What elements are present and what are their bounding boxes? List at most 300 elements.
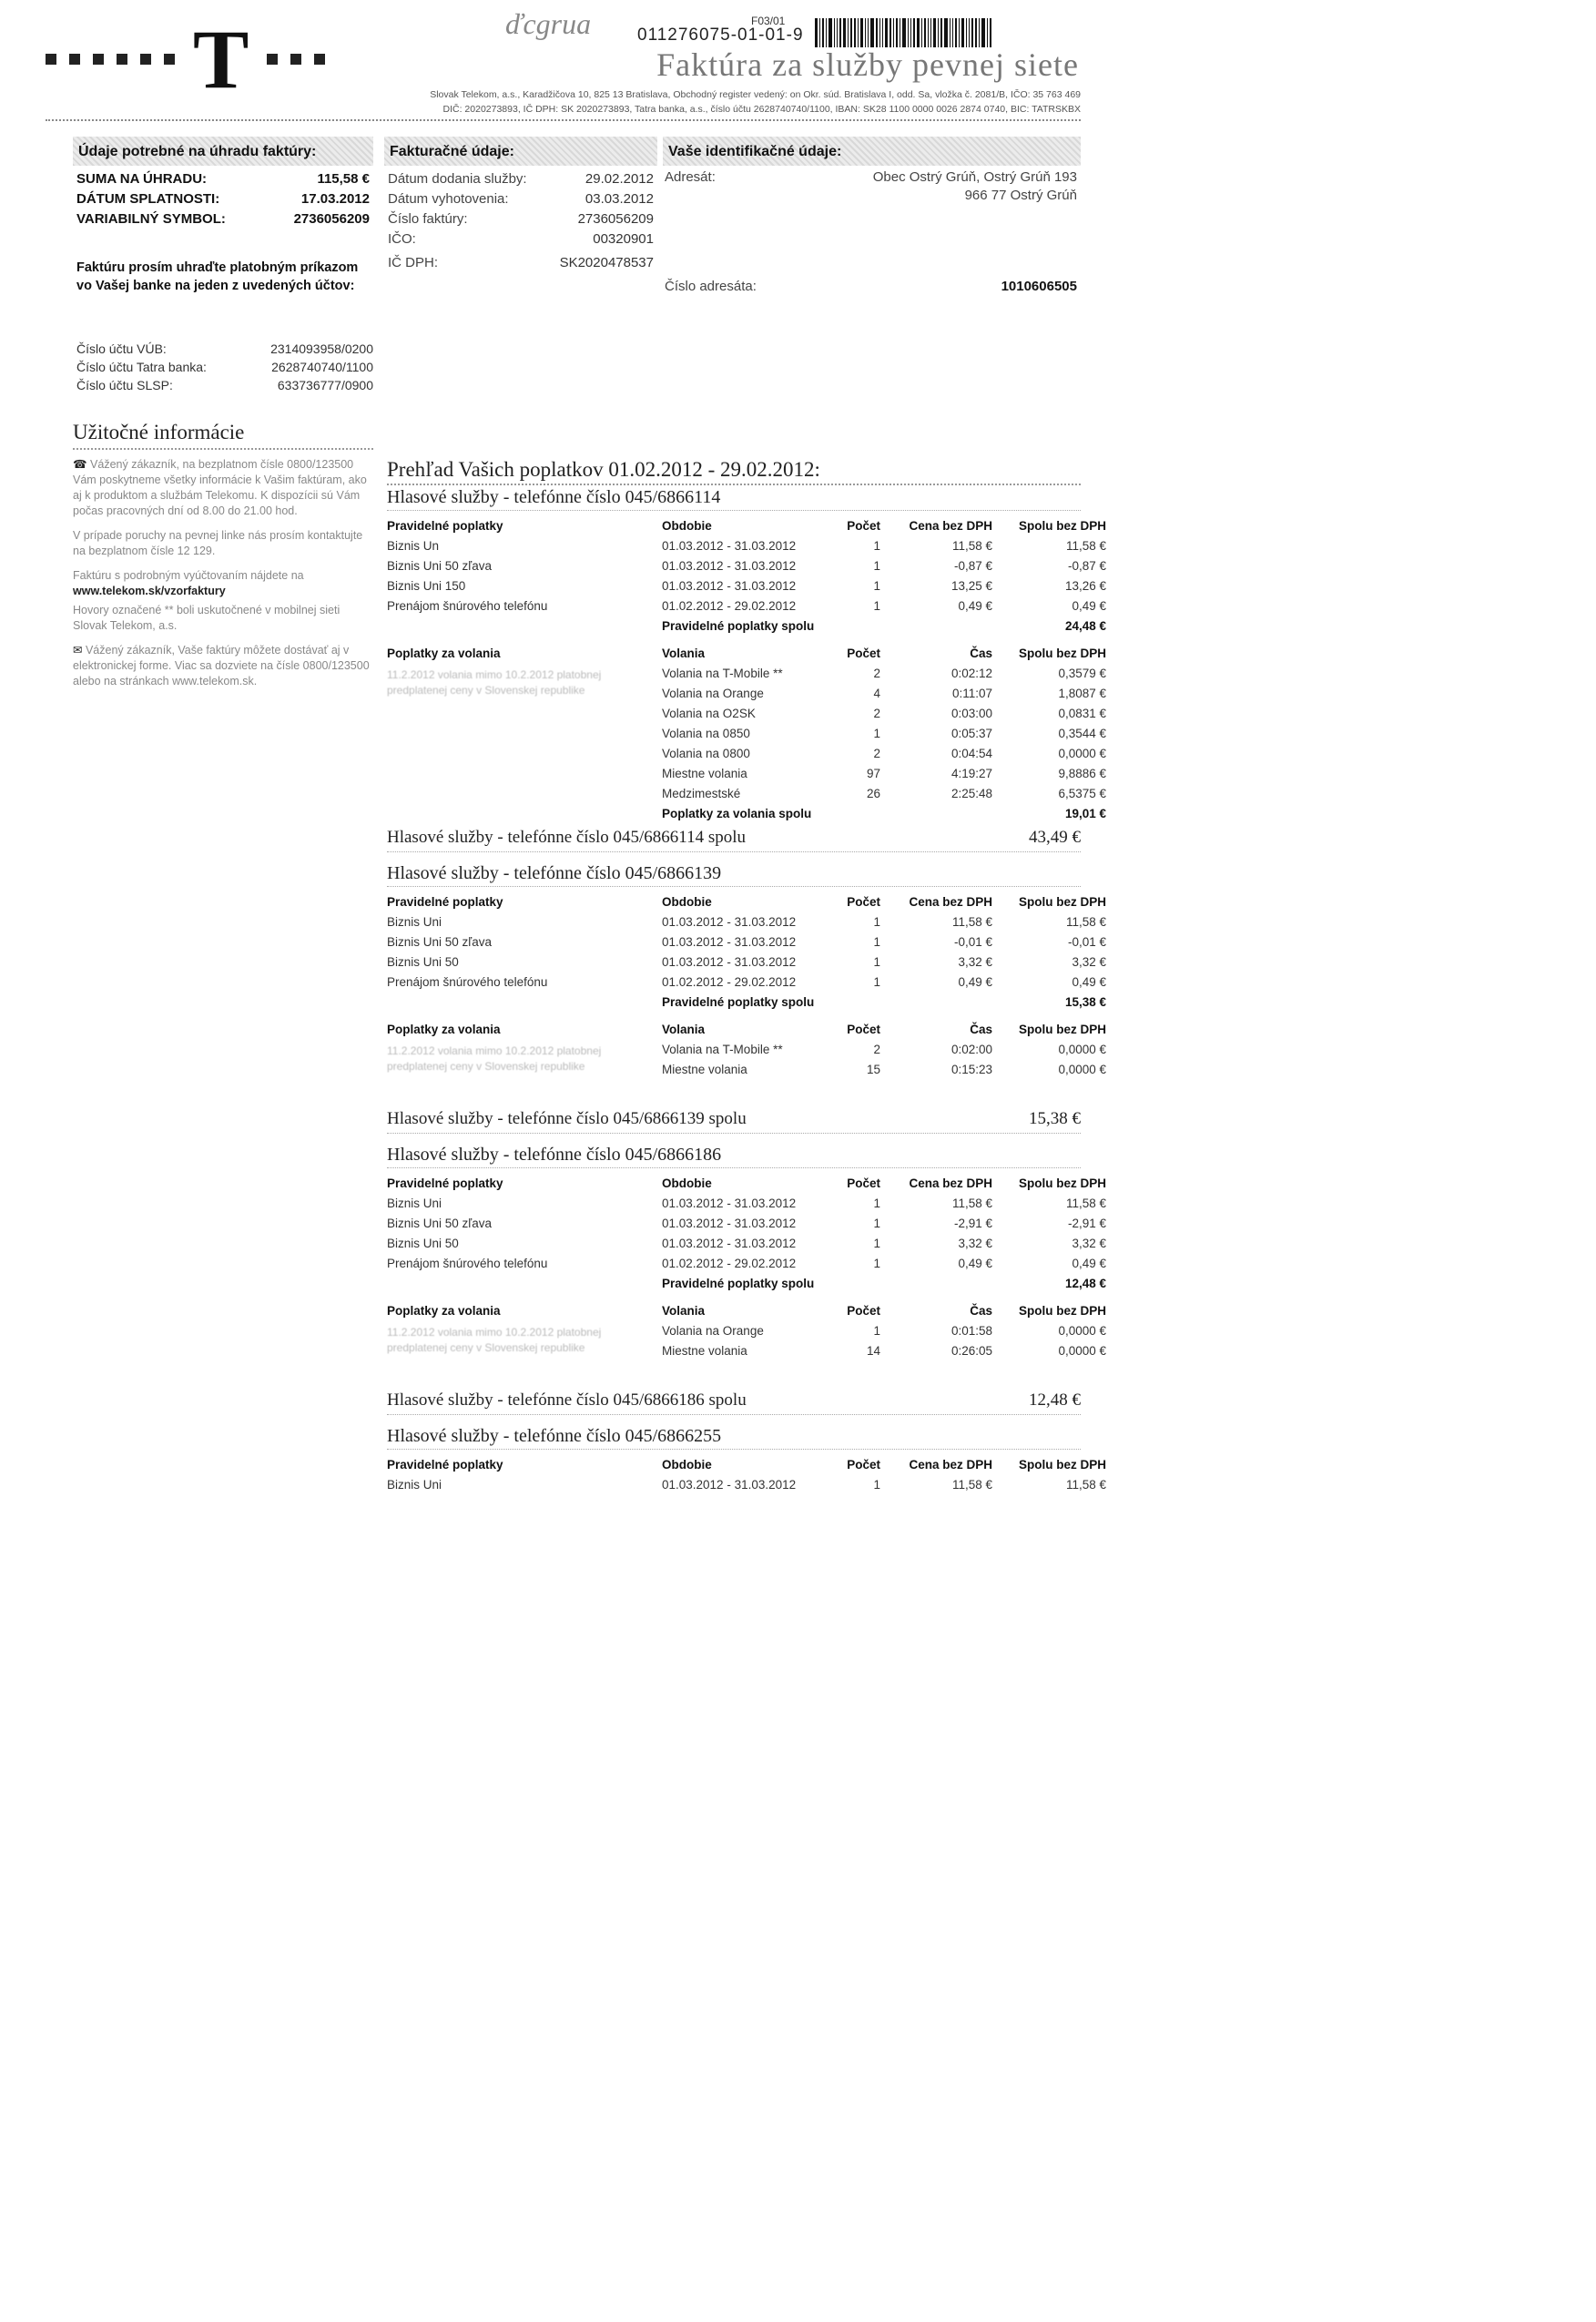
barcode-bar — [913, 18, 915, 47]
cell: 0,0000 € — [1058, 1043, 1106, 1056]
company-info-line: Slovak Telekom, a.s., Karadžičova 10, 825 13 Bratislava, Obchodný register vedený: on Okr. súd. Bratislava I, odd. Sa, vložka č. 2081/B, IČO: 35 763 469 — [430, 89, 1081, 100]
section-total — [387, 1390, 1081, 1415]
cell: 0:15:23 — [950, 1063, 992, 1076]
cell: 1,8087 € — [1058, 687, 1106, 700]
account-label: Číslo účtu SLSP: — [76, 378, 173, 392]
cell: 0,0000 € — [1058, 1344, 1106, 1358]
section-total-value: 15,38 € — [1029, 1109, 1081, 1128]
cell: 01.03.2012 - 31.03.2012 — [662, 1217, 797, 1230]
invoice-row — [388, 169, 654, 189]
cell: 2 — [873, 667, 880, 680]
barcode-bar — [843, 18, 846, 47]
barcode-bar — [893, 18, 894, 47]
cell: Biznis Un — [387, 539, 440, 553]
barcode-bar — [944, 18, 948, 47]
phone-section — [387, 863, 1106, 1134]
table-header — [387, 892, 1106, 912]
col-header: Obdobie — [662, 895, 712, 909]
section-heading: Fakturačné údaje: — [384, 137, 657, 166]
account-label: Číslo účtu VÚB: — [76, 341, 167, 356]
cell: 6,5375 € — [1058, 787, 1106, 800]
cell: 15 — [866, 1063, 880, 1076]
cell: -2,91 € — [953, 1217, 992, 1230]
table-header — [387, 1301, 1106, 1321]
subtotal-row — [387, 616, 1106, 637]
col-header: Čas — [970, 647, 992, 660]
cell: 1 — [873, 539, 880, 553]
account-value: 2628740740/1100 — [271, 360, 373, 374]
barcode-bar — [990, 18, 991, 47]
col-header: Počet — [847, 1458, 880, 1472]
cell: 0:26:05 — [950, 1344, 992, 1358]
table-row — [387, 684, 1106, 704]
col-header: Spolu bez DPH — [1018, 895, 1106, 909]
col-header: Volania — [662, 647, 706, 660]
cell: 1 — [873, 727, 880, 740]
barcode-bar — [928, 18, 929, 47]
cell: Volania na T-Mobile ** — [662, 667, 783, 680]
cell: Volania na Orange — [662, 1324, 764, 1338]
cell: 1 — [873, 1257, 880, 1270]
info-paragraph: V prípade poruchy na pevnej linke nás prosím kontaktujte na bezplatnom čísle 12 129. — [73, 529, 363, 557]
logo-square — [140, 54, 151, 65]
envelope-icon: ✉ — [73, 644, 86, 657]
invoice-value: 03.03.2012 — [585, 191, 654, 207]
barcode-bar — [952, 18, 953, 47]
vs-label: VARIABILNÝ SYMBOL: — [76, 211, 226, 227]
address-line: Obec Ostrý Grúň, Ostrý Grúň 193 — [872, 169, 1077, 185]
subtotal-value: 12,48 € — [1064, 1277, 1106, 1290]
barcode-bar — [839, 18, 841, 47]
info-paragraph — [73, 643, 373, 689]
cell: Miestne volania — [662, 767, 747, 780]
account-row — [76, 340, 373, 358]
cell: 3,32 € — [1072, 1237, 1106, 1250]
invoice-row — [388, 189, 654, 209]
col-header: Počet — [847, 1304, 880, 1318]
cell: 0,49 € — [958, 975, 992, 989]
cell: 2 — [873, 1043, 880, 1056]
cell: Prenájom šnúrového telefónu — [387, 1257, 548, 1270]
cell: 1 — [873, 579, 880, 593]
cell: 2:25:48 — [950, 787, 992, 800]
col-header: Počet — [847, 1176, 880, 1190]
subtotal-label: Pravidelné poplatky spolu — [662, 995, 815, 1009]
cell: 3,32 € — [1072, 955, 1106, 969]
col-header: Spolu bez DPH — [1018, 1458, 1106, 1472]
cell: 0,0000 € — [1058, 747, 1106, 760]
cell: 0,3544 € — [1058, 727, 1106, 740]
identification-block — [663, 137, 1081, 294]
cell: 01.03.2012 - 31.03.2012 — [662, 539, 797, 553]
subtotal-label: Poplatky za volania spolu — [662, 807, 812, 820]
col-header: Spolu bez DPH — [1018, 1023, 1106, 1036]
cell: 14 — [866, 1344, 880, 1358]
cell: Biznis Uni 50 zľava — [387, 1217, 492, 1230]
logo-square — [46, 54, 56, 65]
col-header: Obdobie — [662, 1458, 712, 1472]
form-code: F03/01 — [751, 15, 786, 27]
logo-letter: T — [193, 13, 249, 106]
cell: 0:11:07 — [951, 687, 992, 700]
cell: 1 — [873, 955, 880, 969]
barcode-bar — [828, 18, 832, 47]
account-row — [76, 376, 373, 394]
table-row — [387, 932, 1106, 952]
barcode-bar — [969, 18, 970, 47]
barcode-bar — [854, 18, 856, 47]
subtotal-label: Pravidelné poplatky spolu — [662, 619, 815, 633]
cell: 1 — [873, 1324, 880, 1338]
invoice-label: Dátum vyhotovenia: — [388, 191, 509, 207]
cell: 11,58 € — [951, 1197, 992, 1210]
col-header: Cena bez DPH — [909, 1176, 992, 1190]
table-row — [387, 1234, 1106, 1254]
info-paragraph — [73, 457, 373, 519]
table-row — [387, 1341, 1106, 1361]
invoice-value: 2736056209 — [577, 211, 654, 227]
invoice-row — [388, 253, 654, 273]
phone-section — [387, 1426, 1106, 1495]
cell: Miestne volania — [662, 1344, 747, 1358]
col-header: Volania — [662, 1304, 706, 1318]
cell: 0,49 € — [958, 599, 992, 613]
table-row — [387, 536, 1106, 556]
info-text: Faktúru s podrobným vyúčtovaním nájdete na — [73, 569, 304, 582]
info-paragraph — [73, 568, 373, 599]
address-line: 966 77 Ostrý Grúň — [964, 188, 1077, 203]
col-header: Poplatky za volania — [387, 1023, 501, 1036]
barcode-bar — [961, 18, 964, 47]
invoice-label: Číslo faktúry: — [388, 211, 468, 227]
section-total-label: Hlasové služby - telefónne číslo 045/6866186 spolu — [387, 1390, 747, 1410]
account-value: 2314093958/0200 — [270, 341, 373, 356]
cell: Volania na T-Mobile ** — [662, 1043, 783, 1056]
barcode-bar — [868, 18, 869, 47]
logo-square — [69, 54, 80, 65]
barcode-bar — [860, 18, 863, 47]
section-heading: Vaše identifikačné údaje: — [663, 137, 1081, 166]
logo-square — [267, 54, 278, 65]
section-total-value: 12,48 € — [1029, 1390, 1081, 1410]
cell: 1 — [873, 975, 880, 989]
cell: 9,8886 € — [1058, 767, 1106, 780]
cell: 2 — [873, 747, 880, 760]
cell: Volania na 0850 — [662, 727, 750, 740]
col-header: Volania — [662, 1023, 706, 1036]
cell: 2 — [873, 707, 880, 720]
account-row — [76, 358, 373, 376]
cell: Volania na 0800 — [662, 747, 750, 760]
regular-fees-table — [387, 516, 1106, 637]
cell: 3,32 € — [958, 1237, 992, 1250]
col-header: Cena bez DPH — [909, 519, 992, 533]
table-row — [387, 912, 1106, 932]
cell: Biznis Uni 50 — [387, 955, 459, 969]
col-header: Spolu bez DPH — [1018, 1176, 1106, 1190]
cell: 01.03.2012 - 31.03.2012 — [662, 559, 797, 573]
calls-note: 11.2.2012 volania mimo 10.2.2012 platobnej predplatenej ceny v Slovenskej republike — [387, 1044, 602, 1073]
amount-value: 115,58 € — [317, 171, 370, 187]
regular-fees-table — [387, 892, 1106, 1013]
useful-info-heading: Užitočné informácie — [73, 421, 373, 450]
barcode-bar — [966, 18, 967, 47]
section-total-value: 43,49 € — [1029, 828, 1081, 847]
col-header: Cena bez DPH — [909, 1458, 992, 1472]
cell: Biznis Uni 50 zľava — [387, 935, 492, 949]
cell: 0,0831 € — [1058, 707, 1106, 720]
phone-icon: ☎ — [73, 458, 91, 471]
info-text: Vážený zákazník, Vaše faktúry môžete dostávať aj v elektronickej forme. Viac sa dozviete na čísle 0800/123500 alebo na stránkach www.telekom.sk. — [73, 644, 370, 687]
invoice-label: IČ DPH: — [388, 255, 439, 270]
col-header: Čas — [970, 1023, 992, 1036]
cell: Prenájom šnúrového telefónu — [387, 599, 548, 613]
col-header: Počet — [847, 895, 880, 909]
col-header: Počet — [847, 647, 880, 660]
invoice-value: 00320901 — [593, 231, 654, 247]
page-title: Faktúra za služby pevnej siete — [656, 46, 1079, 83]
cell: -0,87 € — [953, 559, 992, 573]
cell: 13,25 € — [950, 579, 992, 593]
cell: 13,26 € — [1064, 579, 1106, 593]
table-row — [387, 664, 1106, 684]
cell: -0,01 € — [953, 935, 992, 949]
cell: 11,58 € — [1065, 1478, 1106, 1492]
col-header: Pravidelné poplatky — [387, 519, 503, 533]
col-header: Cena bez DPH — [909, 895, 992, 909]
cell: 1 — [873, 915, 880, 929]
barcode-bar — [819, 18, 820, 47]
section-heading: Údaje potrebné na úhradu faktúry: — [73, 137, 373, 166]
cell: 01.02.2012 - 29.02.2012 — [662, 599, 797, 613]
col-header: Pravidelné poplatky — [387, 1458, 503, 1472]
cell: 0,49 € — [958, 1257, 992, 1270]
col-header: Počet — [847, 1023, 880, 1036]
subtotal-row — [387, 993, 1106, 1013]
barcode-bar — [981, 18, 985, 47]
table-header — [387, 1455, 1106, 1475]
cell: Biznis Uni 50 — [387, 1237, 459, 1250]
col-header: Obdobie — [662, 519, 712, 533]
cell: Medzimestské — [662, 787, 741, 800]
cell: 11,58 € — [1065, 1197, 1106, 1210]
table-row — [387, 973, 1106, 993]
barcode-bar — [865, 18, 866, 47]
payment-instruction: Faktúru prosím uhraďte platobným príkazom vo Vašej banke na jeden z uvedených účtov: — [76, 260, 359, 293]
table-row — [387, 744, 1106, 764]
invoice-value: 29.02.2012 — [585, 171, 654, 187]
barcode-bar — [933, 18, 936, 47]
barcode-bar — [987, 18, 988, 47]
cell: 3,32 € — [958, 955, 992, 969]
table-row — [387, 596, 1106, 616]
col-header: Poplatky za volania — [387, 647, 501, 660]
due-row — [76, 189, 370, 209]
regular-fees-table — [387, 1174, 1106, 1294]
cell: 01.03.2012 - 31.03.2012 — [662, 1237, 797, 1250]
table-row — [387, 764, 1106, 784]
barcode-bar — [955, 18, 957, 47]
section-total — [387, 828, 1081, 852]
cell: Biznis Uni — [387, 1197, 442, 1210]
barcode-bar — [910, 18, 911, 47]
barcode-bar — [979, 18, 980, 47]
cell: 26 — [866, 787, 880, 800]
table-header — [387, 644, 1106, 664]
company-info-line: DIČ: 2020273893, IČ DPH: SK 2020273893, Tatra banka, a.s., číslo účtu 2628740740/1100, IBAN: SK28 1100 0000 0026 2874 0740, BIC: TATRSKBX — [442, 104, 1081, 115]
cell: Biznis Uni — [387, 915, 442, 929]
table-row — [387, 576, 1106, 596]
cell: 1 — [873, 559, 880, 573]
account-value: 633736777/0900 — [277, 378, 373, 392]
barcode-bar — [921, 18, 922, 47]
table-header — [387, 516, 1106, 536]
col-header: Spolu bez DPH — [1018, 1304, 1106, 1318]
cell: 1 — [873, 1197, 880, 1210]
barcode-bar — [889, 18, 891, 47]
cell: 1 — [873, 1478, 880, 1492]
calls-note: 11.2.2012 volania mimo 10.2.2012 platobnej predplatenej ceny v Slovenskej republike — [387, 668, 602, 697]
barcode-bar — [902, 18, 906, 47]
barcode-bar — [858, 18, 859, 47]
phone-section — [387, 487, 1106, 852]
cell: 0:04:54 — [950, 747, 992, 760]
recipient-value: 1010606505 — [1001, 279, 1077, 294]
cell: 0,0000 € — [1058, 1324, 1106, 1338]
table-row — [387, 1475, 1106, 1495]
cell: 11,58 € — [1065, 915, 1106, 929]
cell: Biznis Uni 150 — [387, 579, 466, 593]
table-row — [387, 1254, 1106, 1274]
info-paragraph: Hovory označené ** boli uskutočnené v mobilnej sieti Slovak Telekom, a.s. — [73, 604, 341, 632]
table-row — [387, 1060, 1106, 1080]
table-row — [387, 1194, 1106, 1214]
table-row — [387, 952, 1106, 973]
amount-row — [76, 169, 370, 189]
barcode-bar — [940, 18, 942, 47]
barcode-bar — [908, 18, 909, 47]
cell: 4:19:27 — [950, 767, 992, 780]
section-title: Hlasové služby - telefónne číslo 045/6866114 — [387, 487, 1081, 511]
barcode-bar — [975, 18, 977, 47]
cell: 01.02.2012 - 29.02.2012 — [662, 975, 797, 989]
cell: 0,0000 € — [1058, 1063, 1106, 1076]
vzorfaktury-link[interactable]: www.telekom.sk/vzorfaktury — [73, 585, 226, 597]
cell: 0,3579 € — [1058, 667, 1106, 680]
barcode-bar — [885, 18, 888, 47]
phone-section — [387, 1145, 1106, 1415]
cell: -0,87 € — [1067, 559, 1106, 573]
subtotal-label: Pravidelné poplatky spolu — [662, 1277, 815, 1290]
table-row — [387, 1214, 1106, 1234]
barcode-bar — [879, 18, 880, 47]
subtotal-value: 19,01 € — [1064, 807, 1106, 820]
recipient-label: Číslo adresáta: — [665, 279, 757, 294]
cell: 01.03.2012 - 31.03.2012 — [662, 579, 797, 593]
logo-square — [164, 54, 175, 65]
cell: Prenájom šnúrového telefónu — [387, 975, 548, 989]
barcode-bar — [815, 18, 818, 47]
subtotal-row — [387, 1274, 1106, 1294]
barcode-bar — [822, 18, 824, 47]
logo-square — [117, 54, 127, 65]
barcode-bar — [896, 18, 898, 47]
invoice-row — [388, 209, 654, 229]
logo-square — [314, 54, 325, 65]
account-label: Číslo účtu Tatra banka: — [76, 360, 207, 374]
cell: 0:03:00 — [950, 707, 992, 720]
cell: 1 — [873, 599, 880, 613]
col-header: Počet — [847, 519, 880, 533]
invoice-label: Dátum dodania služby: — [388, 171, 527, 187]
cell: 4 — [873, 687, 880, 700]
barcode-bar — [924, 18, 926, 47]
cell: Volania na Orange — [662, 687, 764, 700]
col-header: Čas — [970, 1304, 992, 1318]
cell: 0:01:58 — [950, 1324, 992, 1338]
barcode-bar — [882, 18, 883, 47]
barcode-bar — [959, 18, 960, 47]
barcode-bar — [876, 18, 878, 47]
cell: 01.03.2012 - 31.03.2012 — [662, 955, 797, 969]
table-row — [387, 1040, 1106, 1060]
regular-fees-table — [387, 1455, 1106, 1495]
cell: Biznis Uni 50 zľava — [387, 559, 492, 573]
cell: 0:05:37 — [950, 727, 992, 740]
cell: 0:02:00 — [950, 1043, 992, 1056]
col-header: Pravidelné poplatky — [387, 1176, 503, 1190]
table-row — [387, 784, 1106, 804]
section-total-label: Hlasové služby - telefónne číslo 045/6866114 spolu — [387, 828, 747, 847]
overview-title: Prehľad Vašich poplatkov 01.02.2012 - 29.02.2012: — [387, 458, 1081, 485]
table-header — [387, 1174, 1106, 1194]
bank-accounts — [76, 340, 373, 394]
handwritten-signature: ďcgrua — [505, 7, 592, 40]
cell: 0,49 € — [1072, 599, 1106, 613]
calls-note: 11.2.2012 volania mimo 10.2.2012 platobnej predplatenej ceny v Slovenskej republike — [387, 1326, 602, 1354]
section-title: Hlasové služby - telefónne číslo 045/6866255 — [387, 1426, 1081, 1450]
table-row — [387, 1321, 1106, 1341]
table-header — [387, 1020, 1106, 1040]
barcode-bar — [848, 18, 849, 47]
barcode-bar — [837, 18, 838, 47]
col-header: Spolu bez DPH — [1018, 647, 1106, 660]
cell: 11,58 € — [951, 915, 992, 929]
col-header: Poplatky za volania — [387, 1304, 501, 1318]
cell: 0,49 € — [1072, 1257, 1106, 1270]
subtotal-row — [387, 804, 1106, 824]
section-title: Hlasové služby - telefónne číslo 045/6866186 — [387, 1145, 1081, 1168]
cell: 1 — [873, 1237, 880, 1250]
invoice-value: SK2020478537 — [559, 255, 654, 270]
logo-square — [93, 54, 104, 65]
barcode-bar — [870, 18, 874, 47]
cell: 11,58 € — [1065, 539, 1106, 553]
cell: Miestne volania — [662, 1063, 747, 1076]
subtotal-value: 15,38 € — [1064, 995, 1106, 1009]
vs-row — [76, 209, 370, 229]
cell: 0,49 € — [1072, 975, 1106, 989]
invoice-block — [384, 137, 657, 273]
barcode-icon — [815, 18, 1070, 47]
logo-square — [290, 54, 301, 65]
useful-info — [73, 421, 373, 689]
telekom-logo — [46, 13, 325, 106]
vs-value: 2736056209 — [293, 211, 370, 227]
barcode-bar — [834, 18, 835, 47]
section-total-label: Hlasové služby - telefónne číslo 045/6866139 spolu — [387, 1109, 747, 1128]
subtotal-value: 24,48 € — [1064, 619, 1106, 633]
